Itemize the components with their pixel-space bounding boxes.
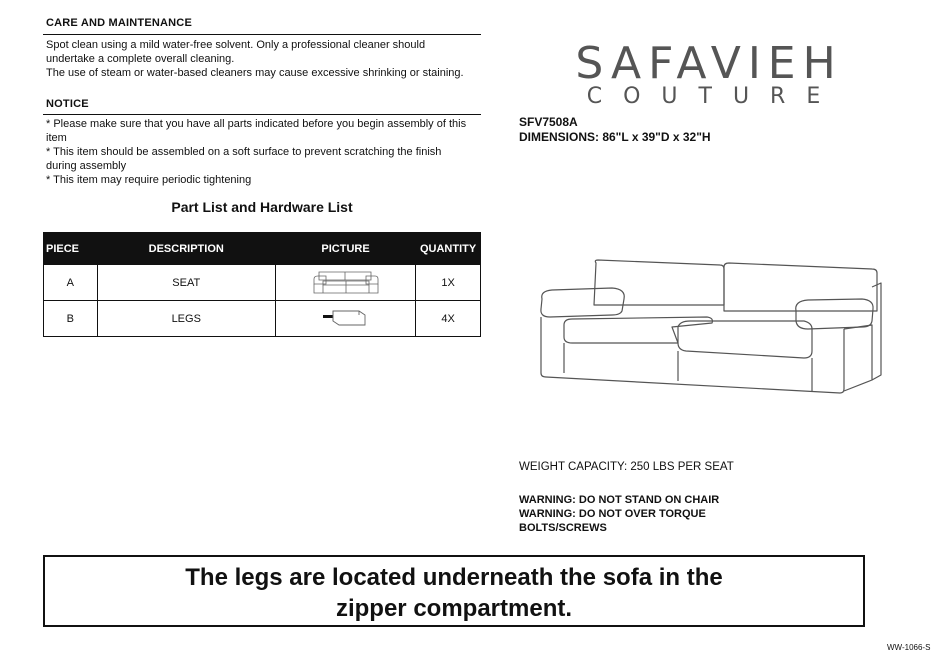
banner-line: The legs are located underneath the sofa in the	[185, 564, 723, 591]
product-sku: SFV7508A	[519, 115, 578, 129]
notice-line: * This item should be assembled on a soft surface to prevent scratching the finish	[46, 146, 442, 158]
quantity-cell: 4X	[416, 301, 481, 337]
notice-divider	[43, 114, 481, 115]
brand-logo-line2: COUTURE	[586, 84, 842, 109]
warnings	[519, 493, 719, 535]
notice-text	[46, 117, 466, 187]
warning-line: WARNING: DO NOT STAND ON CHAIR	[519, 494, 720, 506]
col-quantity: QUANTITY	[416, 233, 481, 265]
picture-cell	[275, 301, 415, 337]
sofa-illustration-icon	[532, 255, 887, 400]
notice-heading: NOTICE	[46, 98, 89, 110]
product-dimensions: DIMENSIONS: 86"L x 39"D x 32"H	[519, 130, 711, 144]
parts-list-title: Part List and Hardware List	[171, 199, 353, 215]
table-row	[44, 265, 481, 301]
care-divider	[43, 34, 481, 35]
picture-cell	[275, 265, 415, 301]
care-heading: CARE AND MAINTENANCE	[46, 17, 192, 29]
notice-line: item	[46, 132, 67, 144]
parts-table	[43, 232, 481, 337]
care-line: undertake a complete overall cleaning.	[46, 53, 235, 65]
notice-line: * This item may require periodic tightening	[46, 174, 252, 186]
care-line: The use of steam or water-based cleaners may cause excessive shrinking or staining.	[46, 67, 464, 79]
parts-table-header	[44, 233, 481, 265]
sofa-thumbnail-icon	[311, 266, 381, 296]
warning-line: WARNING: DO NOT OVER TORQUE	[519, 508, 706, 520]
description-cell: LEGS	[97, 301, 275, 337]
notice-line: during assembly	[46, 160, 127, 172]
product-spec	[519, 115, 711, 145]
piece-cell: A	[44, 265, 98, 301]
quantity-cell: 1X	[416, 265, 481, 301]
col-piece: PIECE	[44, 233, 98, 265]
banner-line: zipper compartment.	[335, 595, 573, 622]
warning-line: BOLTS/SCREWS	[519, 522, 607, 534]
table-row	[44, 301, 481, 337]
care-line: Spot clean using a mild water-free solvent. Only a professional cleaner should	[46, 39, 426, 51]
leg-thumbnail-icon	[321, 303, 371, 331]
care-text	[46, 38, 464, 80]
piece-cell: B	[44, 301, 98, 337]
weight-capacity: WEIGHT CAPACITY: 250 LBS PER SEAT	[519, 461, 734, 473]
legs-location-banner	[43, 555, 865, 627]
footer-code: WW-1066-S	[887, 643, 931, 652]
description-cell: SEAT	[97, 265, 275, 301]
brand-logo-line1: SAFAVIEH	[575, 38, 843, 89]
col-picture: PICTURE	[275, 233, 415, 265]
notice-line: * Please make sure that you have all parts indicated before you begin assembly of this	[46, 118, 467, 130]
col-description: DESCRIPTION	[97, 233, 275, 265]
